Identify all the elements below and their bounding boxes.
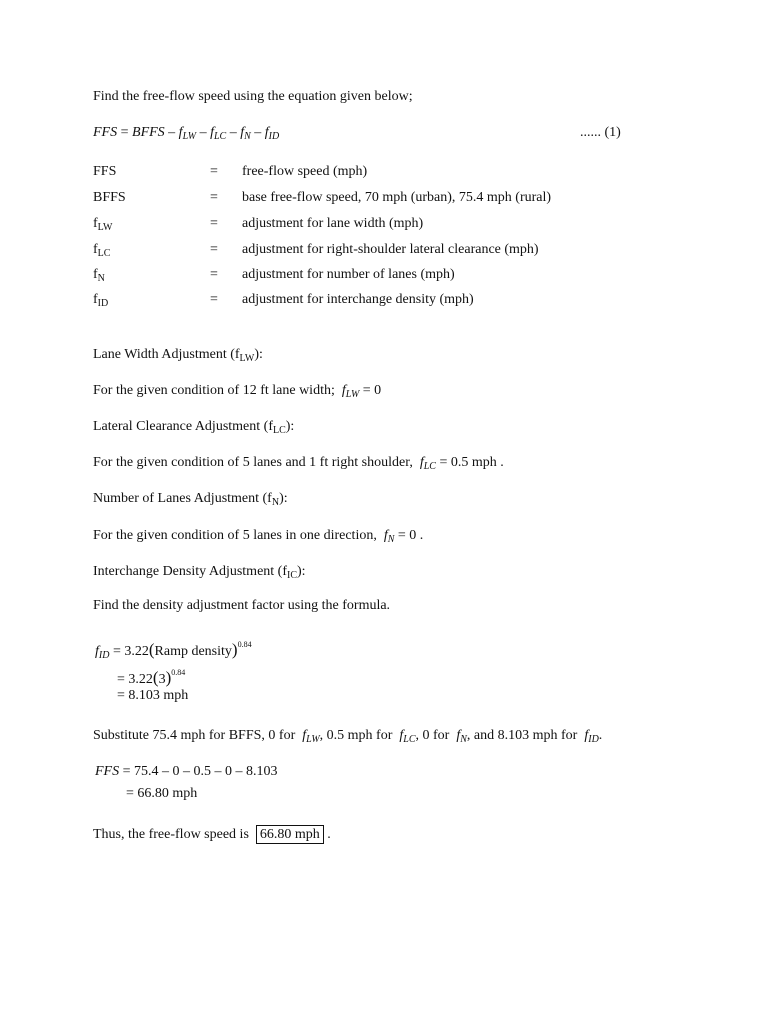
- answer-box: 66.80 mph: [256, 825, 324, 844]
- calc-line2: = 66.80 mph: [126, 786, 198, 801]
- eq-minus: –: [229, 125, 237, 140]
- eq-minus: –: [168, 125, 176, 140]
- eq-f-n-sub: N: [244, 131, 251, 142]
- conclusion-text: Thus, the free-flow speed is 66.80 mph .: [93, 827, 331, 842]
- def-symbol: $f_N$: [93, 267, 105, 284]
- eq-f-id: f: [264, 125, 269, 140]
- def-symbol: $f_{LC}$: [93, 242, 111, 259]
- density-formula-line1: $f_{ID}$ = 3.22(Ramp density)$^{0.84}$: [95, 640, 252, 661]
- def-text: adjustment for number of lanes (mph): [242, 267, 455, 282]
- density-formula-line2: = $3.22(3)^{0.84}$: [117, 668, 186, 687]
- equation-number: ...... (1): [580, 125, 621, 140]
- eq-equals: =: [120, 125, 129, 140]
- lane-width-heading: Lane Width Adjustment $(f_{LW})$:: [93, 347, 263, 364]
- calc-line1: FFS = 75.4 – 0 – 0.5 – 0 – 8.103: [95, 764, 278, 779]
- lateral-clearance-text: For the given condition of 5 lanes and 1 ft right shoulder, $f_{LC} = 0.5$ mph .: [93, 455, 504, 472]
- eq-f-n: f: [240, 125, 245, 140]
- eq-f-lc: f: [210, 125, 214, 140]
- def-symbol: BFFS: [93, 190, 126, 205]
- eq-f-lw: f: [178, 125, 183, 140]
- eq-f-lc-sub: LC: [213, 131, 227, 142]
- def-text: adjustment for lane width (mph): [242, 216, 424, 231]
- def-text: adjustment for interchange density (mph): [242, 292, 474, 307]
- lane-width-text: For the given condition of 12 ft lane width; $f_{LW} = 0$: [93, 383, 382, 400]
- def-equals: =: [210, 216, 218, 231]
- def-symbol: FFS: [93, 164, 117, 179]
- eq-lhs: FFS: [93, 125, 118, 140]
- def-equals: =: [210, 242, 218, 257]
- main-equation: [93, 124, 279, 146]
- eq-f-id-sub: ID: [268, 131, 280, 142]
- substitute-text: Substitute 75.4 mph for BFFS, 0 for $f_{LW}$, 0.5 mph for $f_{LC}$, 0 for $f_N$, and 8.103 mph for $f_{ID}$.: [93, 728, 603, 745]
- def-text: base free-flow speed, 70 mph (urban), 75.4 mph (rural): [242, 190, 552, 205]
- def-text: free-flow speed (mph): [242, 164, 368, 179]
- def-equals: =: [210, 164, 218, 179]
- eq-minus: –: [199, 125, 207, 140]
- def-equals: =: [210, 292, 218, 307]
- lanes-text: For the given condition of 5 lanes in one direction, $f_N = 0$ .: [93, 528, 424, 545]
- def-symbol: $f_{ID}$: [93, 292, 109, 309]
- def-equals: =: [210, 267, 218, 282]
- def-equals: =: [210, 190, 218, 205]
- interchange-text: Find the density adjustment factor using the formula.: [93, 598, 391, 613]
- def-text: adjustment for right-shoulder lateral clearance (mph): [242, 242, 539, 257]
- lateral-clearance-heading: Lateral Clearance Adjustment $(f_{LC})$:: [93, 419, 295, 436]
- def-symbol: $f_{LW}$: [93, 216, 113, 233]
- eq-minus: –: [254, 125, 262, 140]
- intro-text: Find the free-flow speed using the equation given below;: [93, 89, 413, 104]
- lanes-heading: Number of Lanes Adjustment $(f_N)$:: [93, 491, 288, 508]
- density-formula-line3: = 8.103 mph: [117, 688, 189, 703]
- eq-f-lw-sub: LW: [182, 131, 197, 142]
- eq-term-bffs: BFFS: [132, 125, 165, 140]
- interchange-heading: Interchange Density Adjustment $(f_{IC})$:: [93, 564, 306, 581]
